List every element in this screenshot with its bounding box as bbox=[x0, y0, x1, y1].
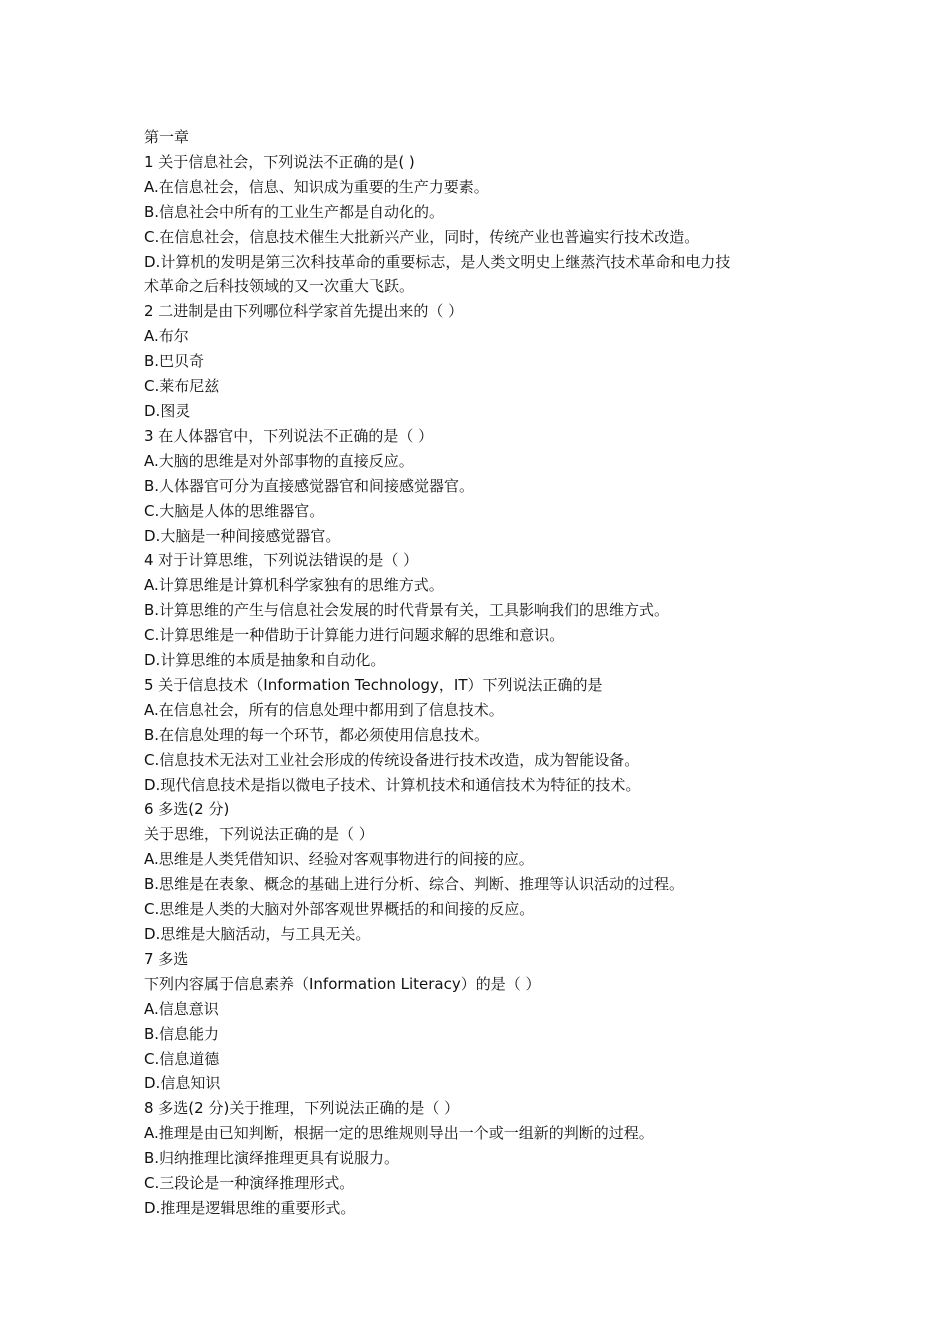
question-2-option-d: D.图灵 bbox=[144, 401, 191, 420]
chapter-heading: 第一章 bbox=[144, 128, 190, 146]
question-4-option-b: B.计算思维的产生与信息社会发展的时代背景有关，工具影响我们的思维方式。 bbox=[144, 601, 670, 620]
question-4-option-c: C.计算思维是一种借助于计算能力进行问题求解的思维和意识。 bbox=[144, 626, 565, 645]
question-5-stem: 5 关于信息技术（Information Technology，IT）下列说法正确的是 bbox=[144, 675, 603, 694]
question-8-option-a: A.推理是由已知判断，根据一定的思维规则导出一个或一组新的判断的过程。 bbox=[144, 1124, 654, 1143]
question-3-option-c: C.大脑是人体的思维器官。 bbox=[144, 501, 325, 520]
question-3-stem: 3 在人体器官中，下列说法不正确的是（ ） bbox=[144, 426, 434, 445]
question-1-option-a: A.在信息社会，信息、知识成为重要的生产力要素。 bbox=[144, 177, 489, 196]
question-6-option-c: C.思维是人类的大脑对外部客观世界概括的和间接的反应。 bbox=[144, 900, 535, 919]
question-5-option-a: A.在信息社会，所有的信息处理中都用到了信息技术。 bbox=[144, 700, 504, 719]
question-5-option-d: D.现代信息技术是指以微电子技术、计算机技术和通信技术为特征的技术。 bbox=[144, 775, 641, 794]
question-8-option-d: D.推理是逻辑思维的重要形式。 bbox=[144, 1198, 356, 1217]
question-6-option-b: B.思维是在表象、概念的基础上进行分析、综合、判断、推理等认识活动的过程。 bbox=[144, 875, 685, 894]
question-8-option-c: C.三段论是一种演绎推理形式。 bbox=[144, 1174, 355, 1193]
question-4-stem: 4 对于计算思维，下列说法错误的是（ ） bbox=[144, 551, 419, 570]
question-1-option-b: B.信息社会中所有的工业生产都是自动化的。 bbox=[144, 202, 445, 221]
question-7-option-b: B.信息能力 bbox=[144, 1024, 220, 1043]
question-7-stem: 下列内容属于信息素养（Information Literacy）的是（ ） bbox=[144, 974, 541, 993]
question-2-option-c: C.莱布尼兹 bbox=[144, 377, 220, 396]
question-3-option-d: D.大脑是一种间接感觉器官。 bbox=[144, 526, 341, 545]
question-4-option-d: D.计算思维的本质是抽象和自动化。 bbox=[144, 651, 386, 670]
question-7-option-a: A.信息意识 bbox=[144, 999, 219, 1018]
question-1-option-d-line-2: 术革命之后科技领域的又一次重大飞跃。 bbox=[144, 277, 415, 296]
question-6-number: 6 多选(2 分) bbox=[144, 800, 230, 819]
question-3-option-b: B.人体器官可分为直接感觉器官和间接感觉器官。 bbox=[144, 476, 475, 495]
question-3-option-a: A.大脑的思维是对外部事物的直接反应。 bbox=[144, 451, 414, 470]
question-4-option-a: A.计算思维是计算机科学家独有的思维方式。 bbox=[144, 576, 444, 595]
question-5-option-c: C.信息技术无法对工业社会形成的传统设备进行技术改造，成为智能设备。 bbox=[144, 750, 640, 769]
question-1-option-d-line-1: D.计算机的发明是第三次科技革命的重要标志，是人类文明史上继蒸汽技术革命和电力技 bbox=[144, 252, 731, 271]
question-2-stem: 2 二进制是由下列哪位科学家首先提出来的（ ） bbox=[144, 302, 464, 321]
question-7-option-d: D.信息知识 bbox=[144, 1074, 221, 1093]
question-6-option-d: D.思维是大脑活动，与工具无关。 bbox=[144, 925, 371, 943]
question-5-option-b: B.在信息处理的每一个环节，都必须使用信息技术。 bbox=[144, 725, 490, 744]
question-6-option-a: A.思维是人类凭借知识、经验对客观事物进行的间接的应。 bbox=[144, 850, 534, 869]
question-1-stem: 1 关于信息社会，下列说法不正确的是( ) bbox=[144, 152, 415, 171]
document-page bbox=[144, 125, 812, 1221]
question-6-stem: 关于思维，下列说法正确的是（ ） bbox=[144, 825, 374, 844]
question-2-option-b: B.巴贝奇 bbox=[144, 352, 205, 371]
question-1-option-c: C.在信息社会，信息技术催生大批新兴产业，同时，传统产业也普遍实行技术改造。 bbox=[144, 227, 700, 246]
question-8-stem: 8 多选(2 分)关于推理，下列说法正确的是（ ） bbox=[144, 1099, 460, 1118]
question-8-option-b: B.归纳推理比演绎推理更具有说服力。 bbox=[144, 1149, 400, 1168]
question-7-option-c: C.信息道德 bbox=[144, 1049, 220, 1068]
question-7-number: 7 多选 bbox=[144, 949, 189, 968]
question-2-option-a: A.布尔 bbox=[144, 327, 189, 346]
